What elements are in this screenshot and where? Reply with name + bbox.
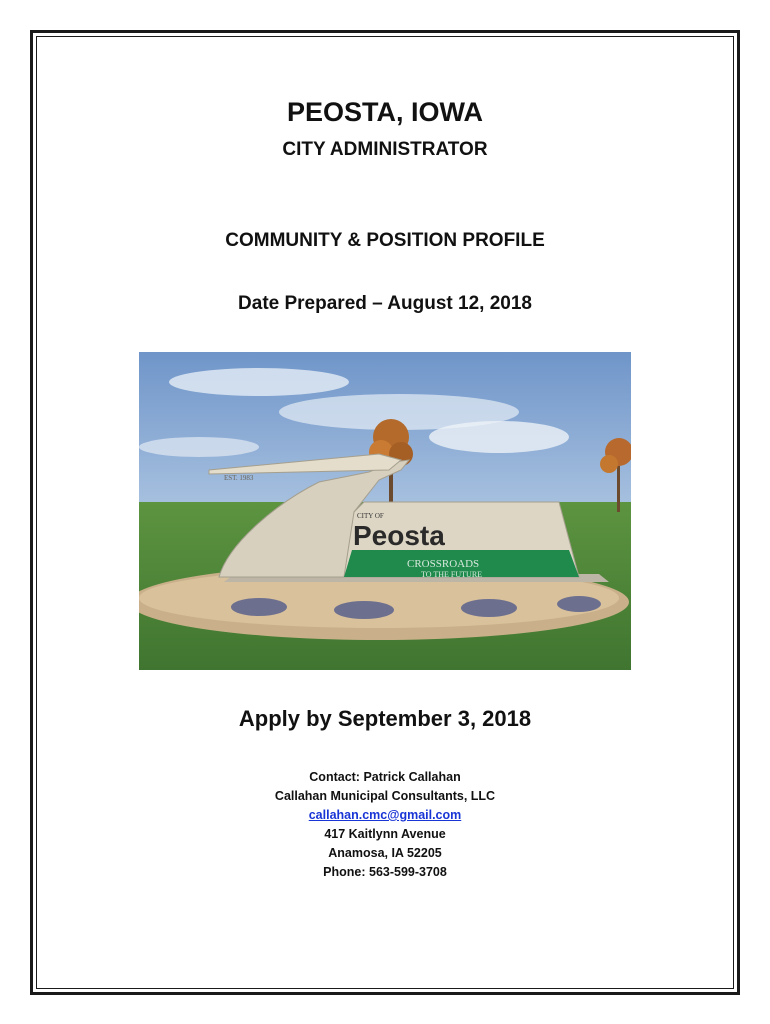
sign-city-of-text: CITY OF xyxy=(357,512,384,520)
contact-street: 417 Kaitlynn Avenue xyxy=(324,827,446,841)
contact-block xyxy=(0,768,770,882)
contact-name: Contact: Patrick Callahan xyxy=(309,770,461,784)
sign-name-text: Peosta xyxy=(353,520,445,551)
contact-email-link[interactable]: callahan.cmc@gmail.com xyxy=(308,808,462,822)
sign-tagline-2: TO THE FUTURE xyxy=(421,570,483,579)
contact-company: Callahan Municipal Consultants, LLC xyxy=(274,789,496,803)
date-prepared: Date Prepared – August 12, 2018 xyxy=(238,293,532,314)
apply-deadline: Apply by September 3, 2018 xyxy=(238,706,532,731)
sign-est-text: EST. 1983 xyxy=(224,474,254,482)
position-title: CITY ADMINISTRATOR xyxy=(282,139,488,160)
city-title: PEOSTA, IOWA xyxy=(286,97,483,127)
contact-phone: Phone: 563-599-3708 xyxy=(323,865,447,879)
sign-tagline-1: CROSSROADS xyxy=(407,558,480,570)
contact-city-state-zip: Anamosa, IA 52205 xyxy=(328,846,442,860)
profile-heading: COMMUNITY & POSITION PROFILE xyxy=(225,230,545,251)
peosta-sign-photo xyxy=(139,352,631,670)
